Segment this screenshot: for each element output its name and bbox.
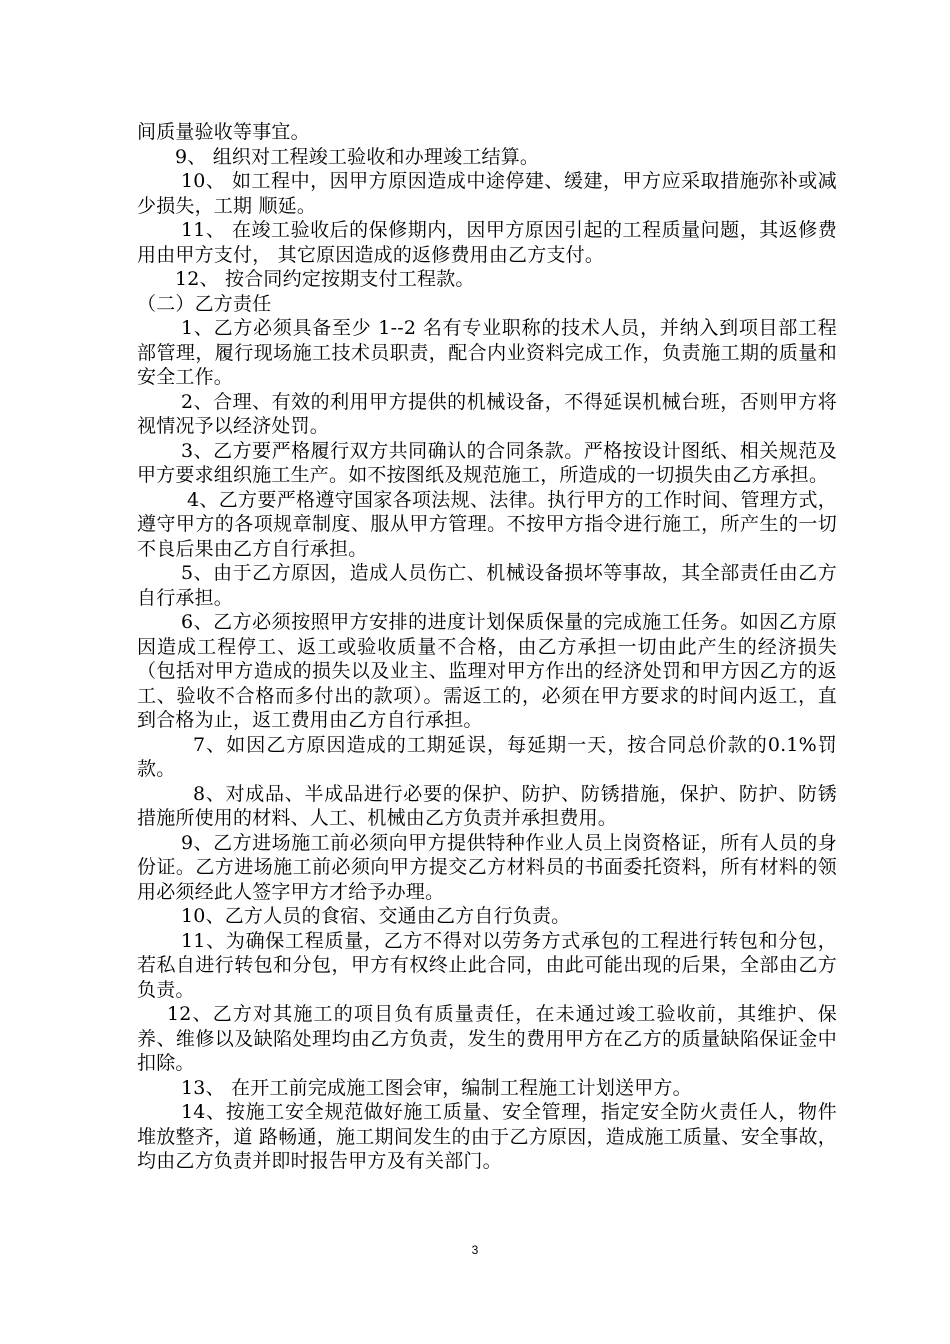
paragraph: 9、 组织对工程竣工验收和办理竣工结算。 bbox=[175, 145, 540, 168]
paragraph: 11、为确保工程质量，乙方不得对以劳务方式承包的工程进行转包和分包，若私自进行转包和分包，甲方有权终止此合同，由此可能出现的后果，全部由乙方负责。 bbox=[137, 929, 837, 1001]
paragraph: 13、 在开工前完成施工图会审，编制工程施工计划送甲方。 bbox=[181, 1076, 692, 1099]
section-heading: （二）乙方责任 bbox=[137, 292, 272, 315]
paragraph: 6、乙方必须按照甲方安排的进度计划保质保量的完成施工任务。如因乙方原因造成工程停工、返工或验收质量不合格，由乙方承担一切由此产生的经济损失（包括对甲方造成的损失以及业主、监理对甲方作出的经济处罚和甲方因乙方的返工、验收不合格而多付出的款项）。需返工的，必须在甲方要求的时间内返工，直到合格为止，返工费用由乙方自行承担。 bbox=[137, 611, 837, 731]
paragraph: 12、乙方对其施工的项目负有质量责任，在未通过竣工验收前，其维护、保养、维修以及缺陷处理均由乙方负责，发生的费用甲方在乙方的质量缺陷保证金中扣除。 bbox=[137, 1003, 837, 1074]
paragraph: 12、 按合同约定按期支付工程款。 bbox=[175, 268, 475, 290]
paragraph: 4、乙方要严格遵守国家各项法规、法律。执行甲方的工作时间、管理方式，遵守甲方的各项规章制度、服从甲方管理。不按甲方指令进行施工，所产生的一切不良后果由乙方自行承担。 bbox=[137, 488, 837, 560]
paragraph: 1、乙方必须具备至少 1--2 名有专业职称的技术人员，并纳入到项目部工程部管理，履行现场施工技术员职责，配合内业资料完成工作，负责施工期的质量和安全工作。 bbox=[137, 317, 837, 388]
paragraph: 2、合理、有效的利用甲方提供的机械设备，不得延误机械台班，否则甲方将视情况予以经济处罚。 bbox=[137, 390, 837, 437]
paragraph: 10、 如工程中，因甲方原因造成中途停建、缓建，甲方应采取措施弥补或减少损失，工期 顺延。 bbox=[137, 170, 837, 217]
paragraph: 间质量验收等事宜。 bbox=[137, 121, 310, 143]
paragraph: 7、如因乙方原因造成的工期延误，每延期一天，按合同总价款的0.1%罚款。 bbox=[137, 733, 837, 780]
document-body bbox=[137, 120, 837, 1174]
paragraph: 11、 在竣工验收后的保修期内，因甲方原因引起的工程质量问题，其返修费用由甲方支付， 其它原因造成的返修费用由乙方支付。 bbox=[137, 219, 837, 266]
paragraph: 5、由于乙方原因，造成人员伤亡、机械设备损坏等事故，其全部责任由乙方自行承担。 bbox=[137, 562, 837, 609]
paragraph: 10、乙方人员的食宿、交通由乙方自行负责。 bbox=[181, 905, 571, 927]
paragraph: 9、乙方进场施工前必须向甲方提供特种作业人员上岗资格证，所有人员的身份证。乙方进场施工前必须向甲方提交乙方材料员的书面委托资料，所有材料的领用必须经此人签字甲方才给予办理。 bbox=[137, 831, 837, 903]
page-number: 3 bbox=[471, 1243, 479, 1257]
paragraph: 8、对成品、半成品进行必要的保护、防护、防锈措施，保护、防护、防锈措施所使用的材料、人工、机械由乙方负责并承担费用。 bbox=[137, 782, 837, 829]
paragraph: 3、乙方要严格履行双方共同确认的合同条款。严格按设计图纸、相关规范及甲方要求组织施工生产。如不按图纸及规范施工，所造成的一切损失由乙方承担。 bbox=[137, 439, 837, 486]
paragraph: 14、按施工安全规范做好施工质量、安全管理，指定安全防火责任人，物件堆放整齐，道 路畅通，施工期间发生的由于乙方原因，造成施工质量、安全事故，均由乙方负责并即时报告甲方及有关部门。 bbox=[137, 1101, 837, 1172]
